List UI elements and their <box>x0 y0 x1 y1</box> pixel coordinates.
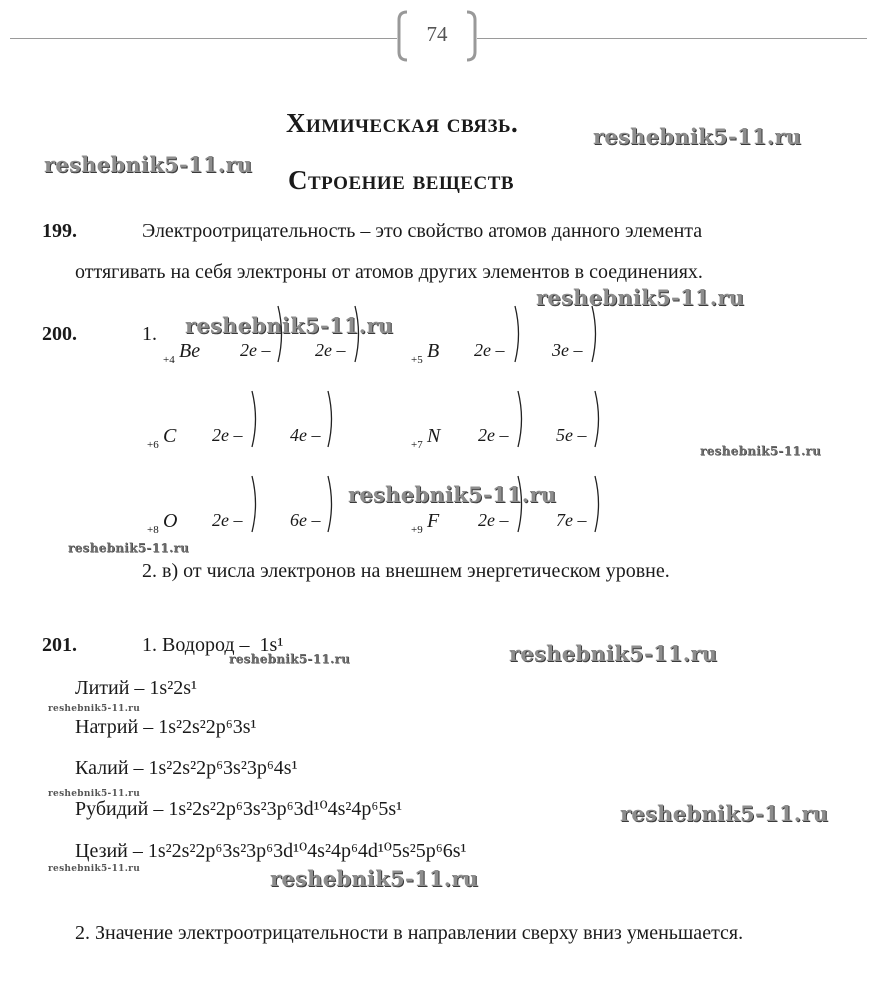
watermark: reshebnik5-11.ru <box>44 152 253 177</box>
shell-bracket <box>513 305 523 357</box>
watermark: reshebnik5-11.ru <box>593 124 802 149</box>
chapter-title-line2: Строение веществ <box>288 165 515 195</box>
problem-200-item2: 2. в) от числа электронов на внешнем энергетическом уровне. <box>142 560 670 582</box>
element-config-line: Цезий – 1s²2s²2p⁶3s²3p⁶3d¹⁰4s²4p⁶4d¹⁰5s²5p⁶6s¹ <box>75 840 467 862</box>
shell-bracket <box>250 390 260 442</box>
watermark: reshebnik5-11.ru <box>700 444 822 458</box>
electron-config: 1s²2s²2p⁶3s¹ <box>158 716 257 738</box>
element-symbol: O <box>163 510 178 532</box>
shell-electrons: 2e – <box>212 510 243 530</box>
element-name: Литий <box>75 677 130 699</box>
shell-electrons: 2e – <box>315 340 346 360</box>
nuclear-charge: +7 <box>411 439 423 451</box>
element-config-line: Рубидий – 1s²2s²2p⁶3s²3p⁶3d¹⁰4s²4p⁶5s¹ <box>75 798 403 820</box>
shell-bracket <box>276 305 286 357</box>
shell-bracket <box>326 475 336 527</box>
shell-bracket <box>516 475 526 527</box>
element-symbol: N <box>427 425 441 447</box>
element-symbol: B <box>427 340 440 362</box>
watermark: reshebnik5-11.ru <box>620 801 829 826</box>
element-name: Натрий <box>75 716 139 738</box>
problem-number: 201. <box>42 634 77 656</box>
shell-electrons: 4e – <box>290 425 321 445</box>
watermark: reshebnik5-11.ru <box>509 641 718 666</box>
nuclear-charge: +8 <box>147 524 159 536</box>
problem-199-text-line2: оттягивать на себя электроны от атомов других элементов в соединениях. <box>75 261 703 283</box>
element-config-line: Калий – 1s²2s²2p⁶3s²3p⁶4s¹ <box>75 757 298 779</box>
watermark: reshebnik5-11.ru <box>229 652 351 666</box>
watermark: reshebnik5-11.ru <box>48 704 141 714</box>
watermark: reshebnik5-11.ru <box>48 864 141 874</box>
element-config-line: Литий – 1s²2s¹ <box>75 677 197 699</box>
watermark: reshebnik5-11.ru <box>536 285 745 310</box>
shell-bracket <box>326 390 336 442</box>
shell-bracket <box>516 390 526 442</box>
electron-config: 1s²2s²2p⁶3s²3p⁶3d¹⁰4s²4p⁶4d¹⁰5s²5p⁶6s¹ <box>147 840 467 862</box>
item-label: 1. <box>142 323 157 345</box>
shell-electrons: 2e – <box>240 340 271 360</box>
shell-electrons: 7e – <box>556 510 587 530</box>
nuclear-charge: +4 <box>163 354 175 366</box>
shell-electrons: 2e – <box>478 425 509 445</box>
watermark: reshebnik5-11.ru <box>185 313 394 338</box>
header-rule-right <box>477 38 867 39</box>
page-number-frame <box>397 10 477 62</box>
element-symbol: Be <box>179 340 201 362</box>
watermark: reshebnik5-11.ru <box>348 482 557 507</box>
watermark: reshebnik5-11.ru <box>48 789 141 799</box>
element-symbol: F <box>427 510 440 532</box>
hydrogen-line <box>142 634 283 657</box>
watermark: reshebnik5-11.ru <box>270 866 479 891</box>
shell-bracket <box>593 475 603 527</box>
shell-electrons: 2e – <box>212 425 243 445</box>
electron-config: 1s²2s²2p⁶3s²3p⁶3d¹⁰4s²4p⁶5s¹ <box>168 798 403 820</box>
shell-electrons: 2e – <box>474 340 505 360</box>
shell-electrons: 3e – <box>552 340 583 360</box>
electron-config: 1s²2s¹ <box>149 677 197 699</box>
shell-bracket <box>590 305 600 357</box>
watermark: reshebnik5-11.ru <box>68 541 190 555</box>
nuclear-charge: +5 <box>411 354 423 366</box>
element-name: Калий <box>75 757 129 779</box>
page-number: 74 <box>426 22 448 46</box>
electron-config: 1s¹ <box>259 634 284 656</box>
shell-bracket <box>593 390 603 442</box>
problem-201-item2: 2. Значение электроотрицательности в направлении сверху вниз уменьшается. <box>75 922 744 944</box>
shell-bracket <box>353 305 363 357</box>
nuclear-charge: +6 <box>147 439 159 451</box>
element-name: Рубидий <box>75 798 149 820</box>
problem-number: 199. <box>42 220 77 242</box>
shell-electrons: 6e – <box>290 510 321 530</box>
element-config-line: Натрий – 1s²2s²2p⁶3s¹ <box>75 716 257 738</box>
nuclear-charge: +9 <box>411 524 423 536</box>
header-rule-left <box>10 38 397 39</box>
shell-electrons: 5e – <box>556 425 587 445</box>
problem-199-text-line1: Электроотрицательность – это свойство атомов данного элемента <box>142 220 703 242</box>
hydrogen-label: 1. Водород – <box>142 634 250 656</box>
electron-config: 1s²2s²2p⁶3s²3p⁶4s¹ <box>148 757 298 779</box>
shell-bracket <box>250 475 260 527</box>
problem-number: 200. <box>42 323 77 345</box>
chapter-title-line1: Химическая связь. <box>286 108 519 138</box>
element-symbol: C <box>163 425 177 447</box>
shell-electrons: 2e – <box>478 510 509 530</box>
element-name: Цезий <box>75 840 128 862</box>
